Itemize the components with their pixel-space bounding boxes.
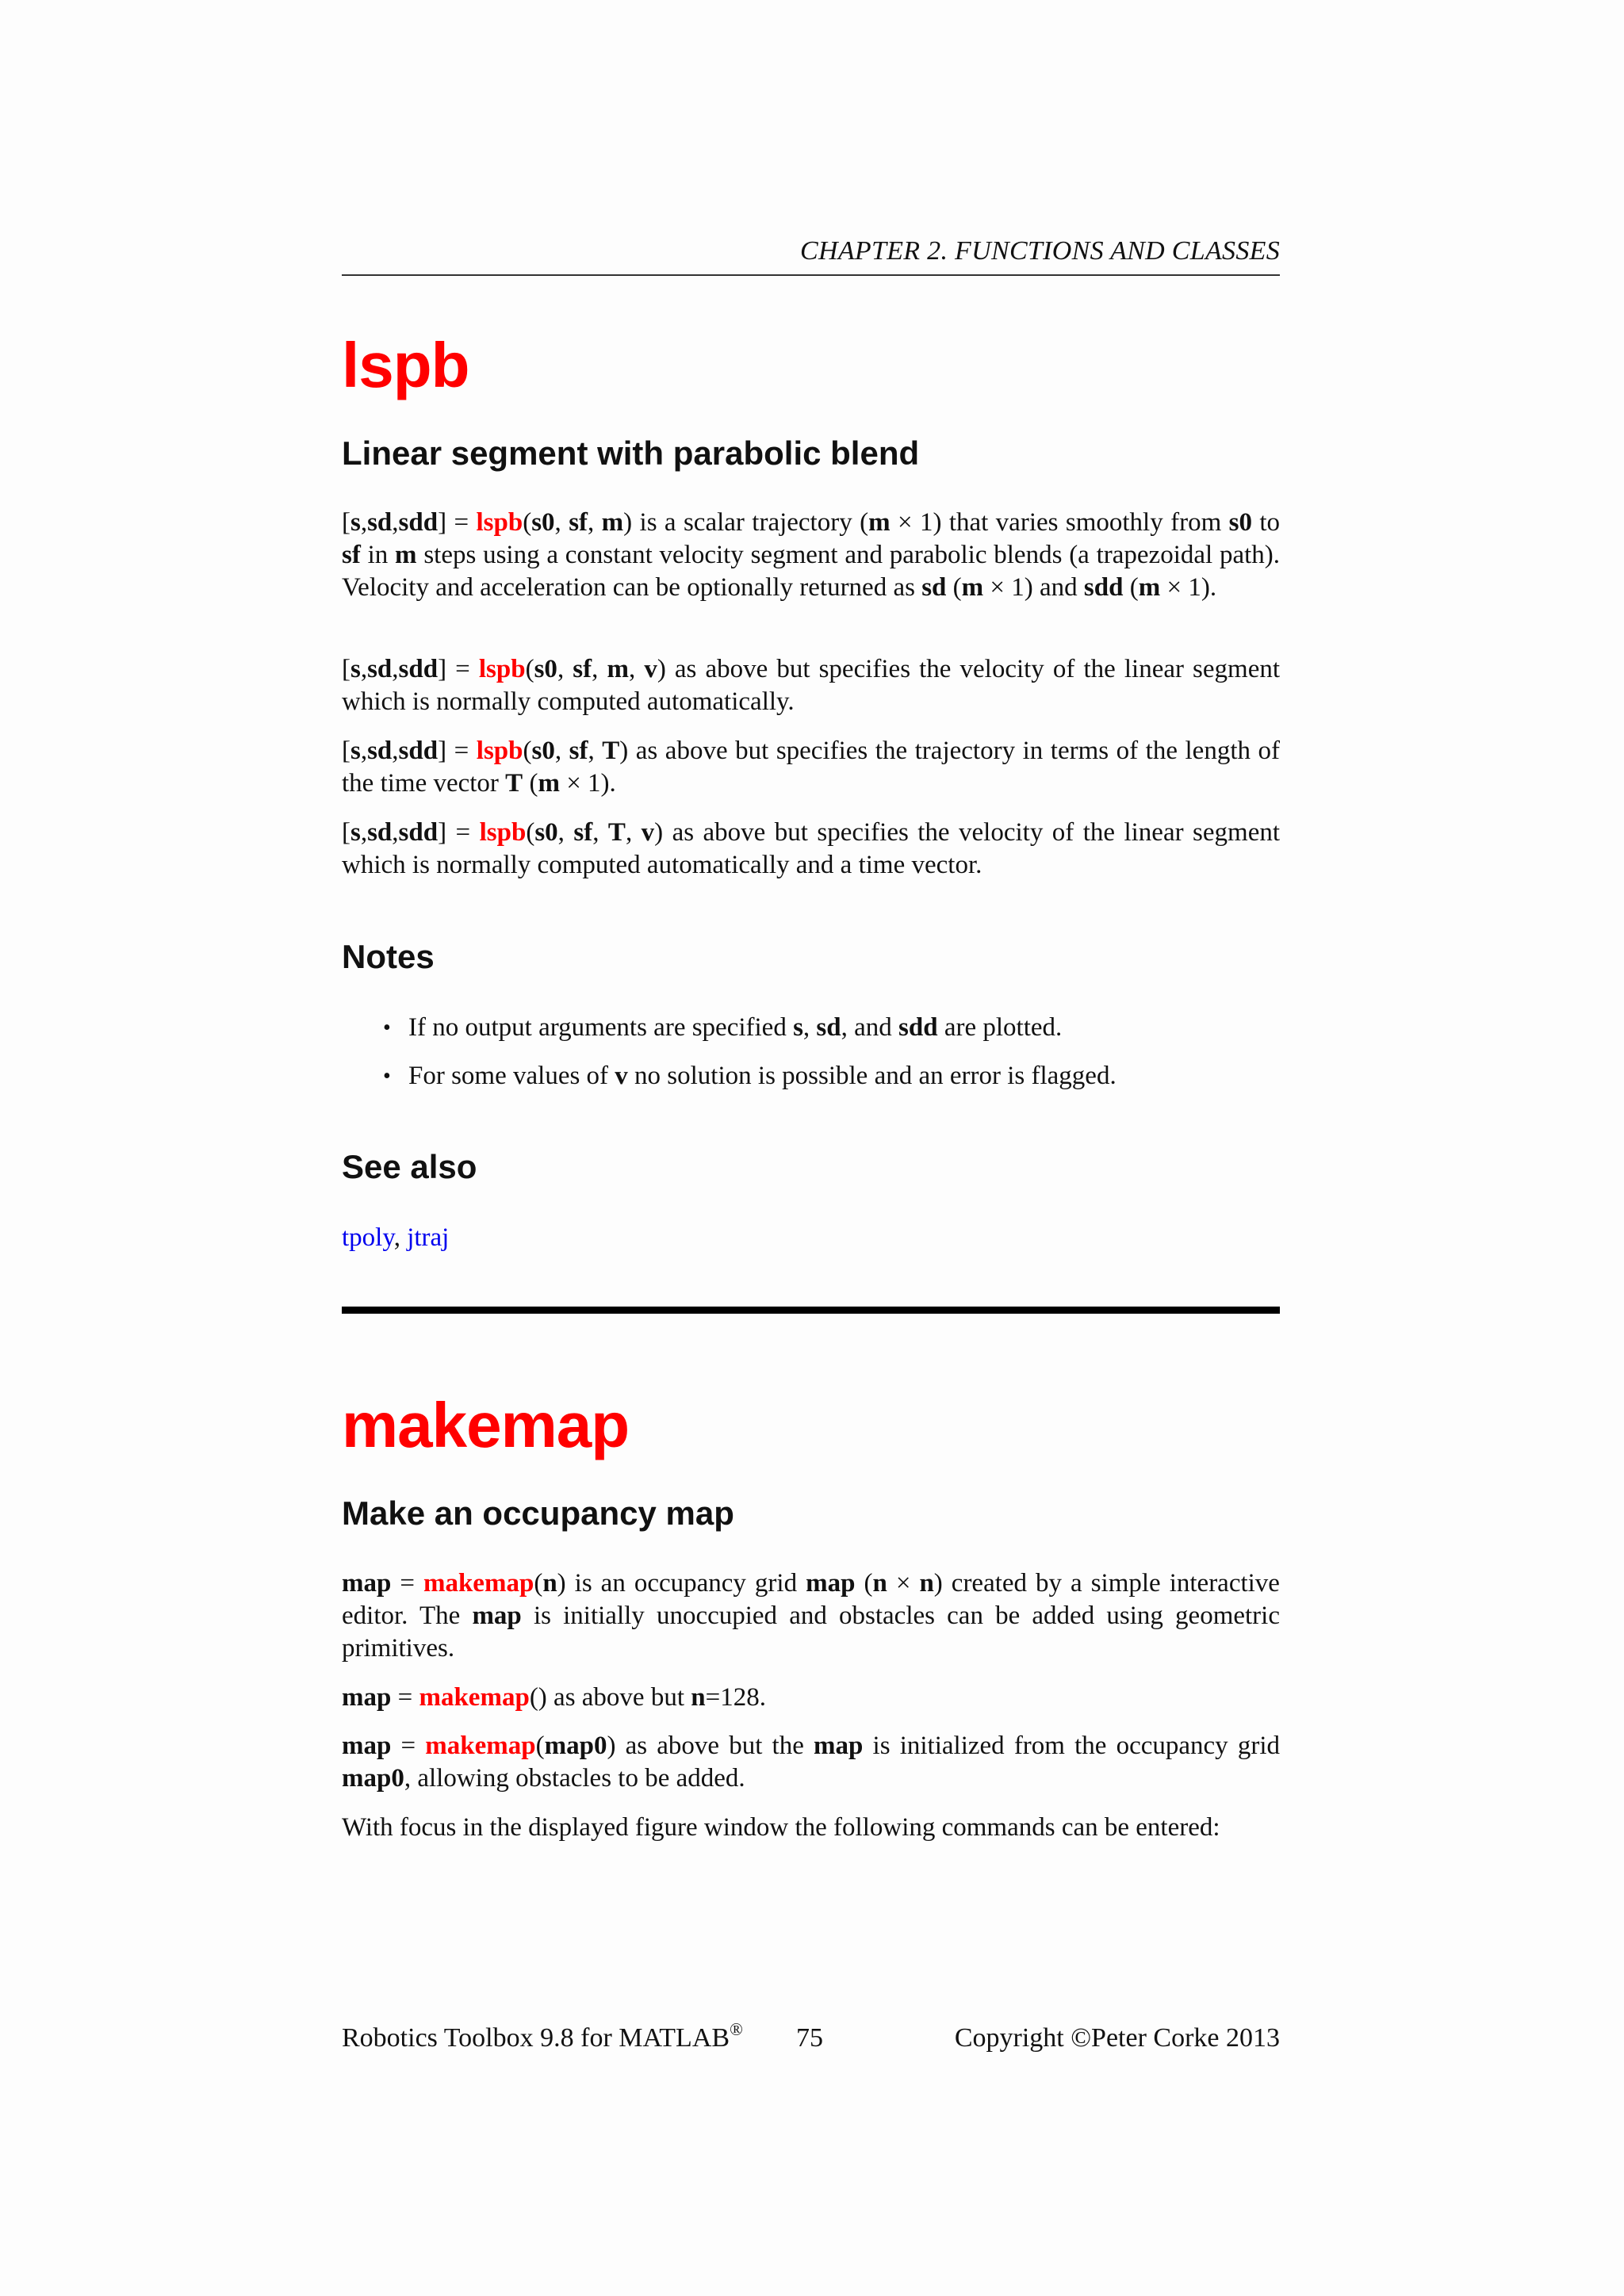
lspb-usage-3: [s,sd,sdd] = lspb(s0, sf, T) as above but specifies the trajectory in terms of the length of the time vector T (m × 1).	[342, 737, 1280, 798]
lspb-subtitle: Linear segment with parabolic blend	[342, 434, 920, 472]
makemap-usage-1: map = makemap(n) is an occupancy grid map (n × n) created by a simple interactive editor. The map is initially unoccupied and obstacles can be added using geometric primitives.	[342, 1569, 1280, 1663]
header-rule	[342, 274, 1280, 276]
running-head: CHAPTER 2. FUNCTIONS AND CLASSES	[800, 236, 1280, 266]
footer-copyright: Copyright ©Peter Corke 2013	[954, 2023, 1280, 2053]
section-separator	[342, 1307, 1280, 1314]
lspb-title: lspb	[342, 330, 469, 400]
bullet-icon: •	[383, 1016, 391, 1040]
lspb-usage-4: [s,sd,sdd] = lspb(s0, sf, T, v) as above but specifies the velocity of the linear segment which is normally computed automatically and a time vector.	[342, 818, 1281, 879]
makemap-subtitle: Make an occupancy map	[342, 1494, 734, 1532]
see-also-links: tpoly, jtraj	[342, 1223, 450, 1252]
makemap-closing: With focus in the displayed figure window the following commands can be entered:	[342, 1813, 1220, 1842]
notes-heading: Notes	[342, 938, 435, 975]
makemap-title: makemap	[342, 1390, 630, 1460]
footer-title: Robotics Toolbox 9.8 for MATLAB®	[342, 2019, 743, 2053]
lspb-usage-2: [s,sd,sdd] = lspb(s0, sf, m, v) as above but specifies the velocity of the linear segment which is normally computed automatically.	[342, 655, 1281, 716]
link-jtraj[interactable]: jtraj	[407, 1223, 450, 1252]
bullet-icon: •	[383, 1064, 391, 1089]
lspb-usage-1: [s,sd,sdd] = lspb(s0, sf, m) is a scalar trajectory (m × 1) that varies smoothly from s0 to sf in m steps using a constant velocity segment and parabolic blends (a trapezoidal path). Velocity and acceleration can be optionally returned as sd (m × 1) and sdd (m × 1).	[342, 508, 1281, 602]
makemap-usage-2: map = makemap() as above but n=128.	[342, 1683, 766, 1712]
makemap-usage-3: map = makemap(map0) as above but the map is initialized from the occupancy grid map0, allowing obstacles to be added.	[342, 1732, 1280, 1793]
see-also-heading: See also	[342, 1148, 477, 1185]
link-tpoly[interactable]: tpoly	[342, 1223, 394, 1252]
page-number: 75	[796, 2023, 823, 2053]
